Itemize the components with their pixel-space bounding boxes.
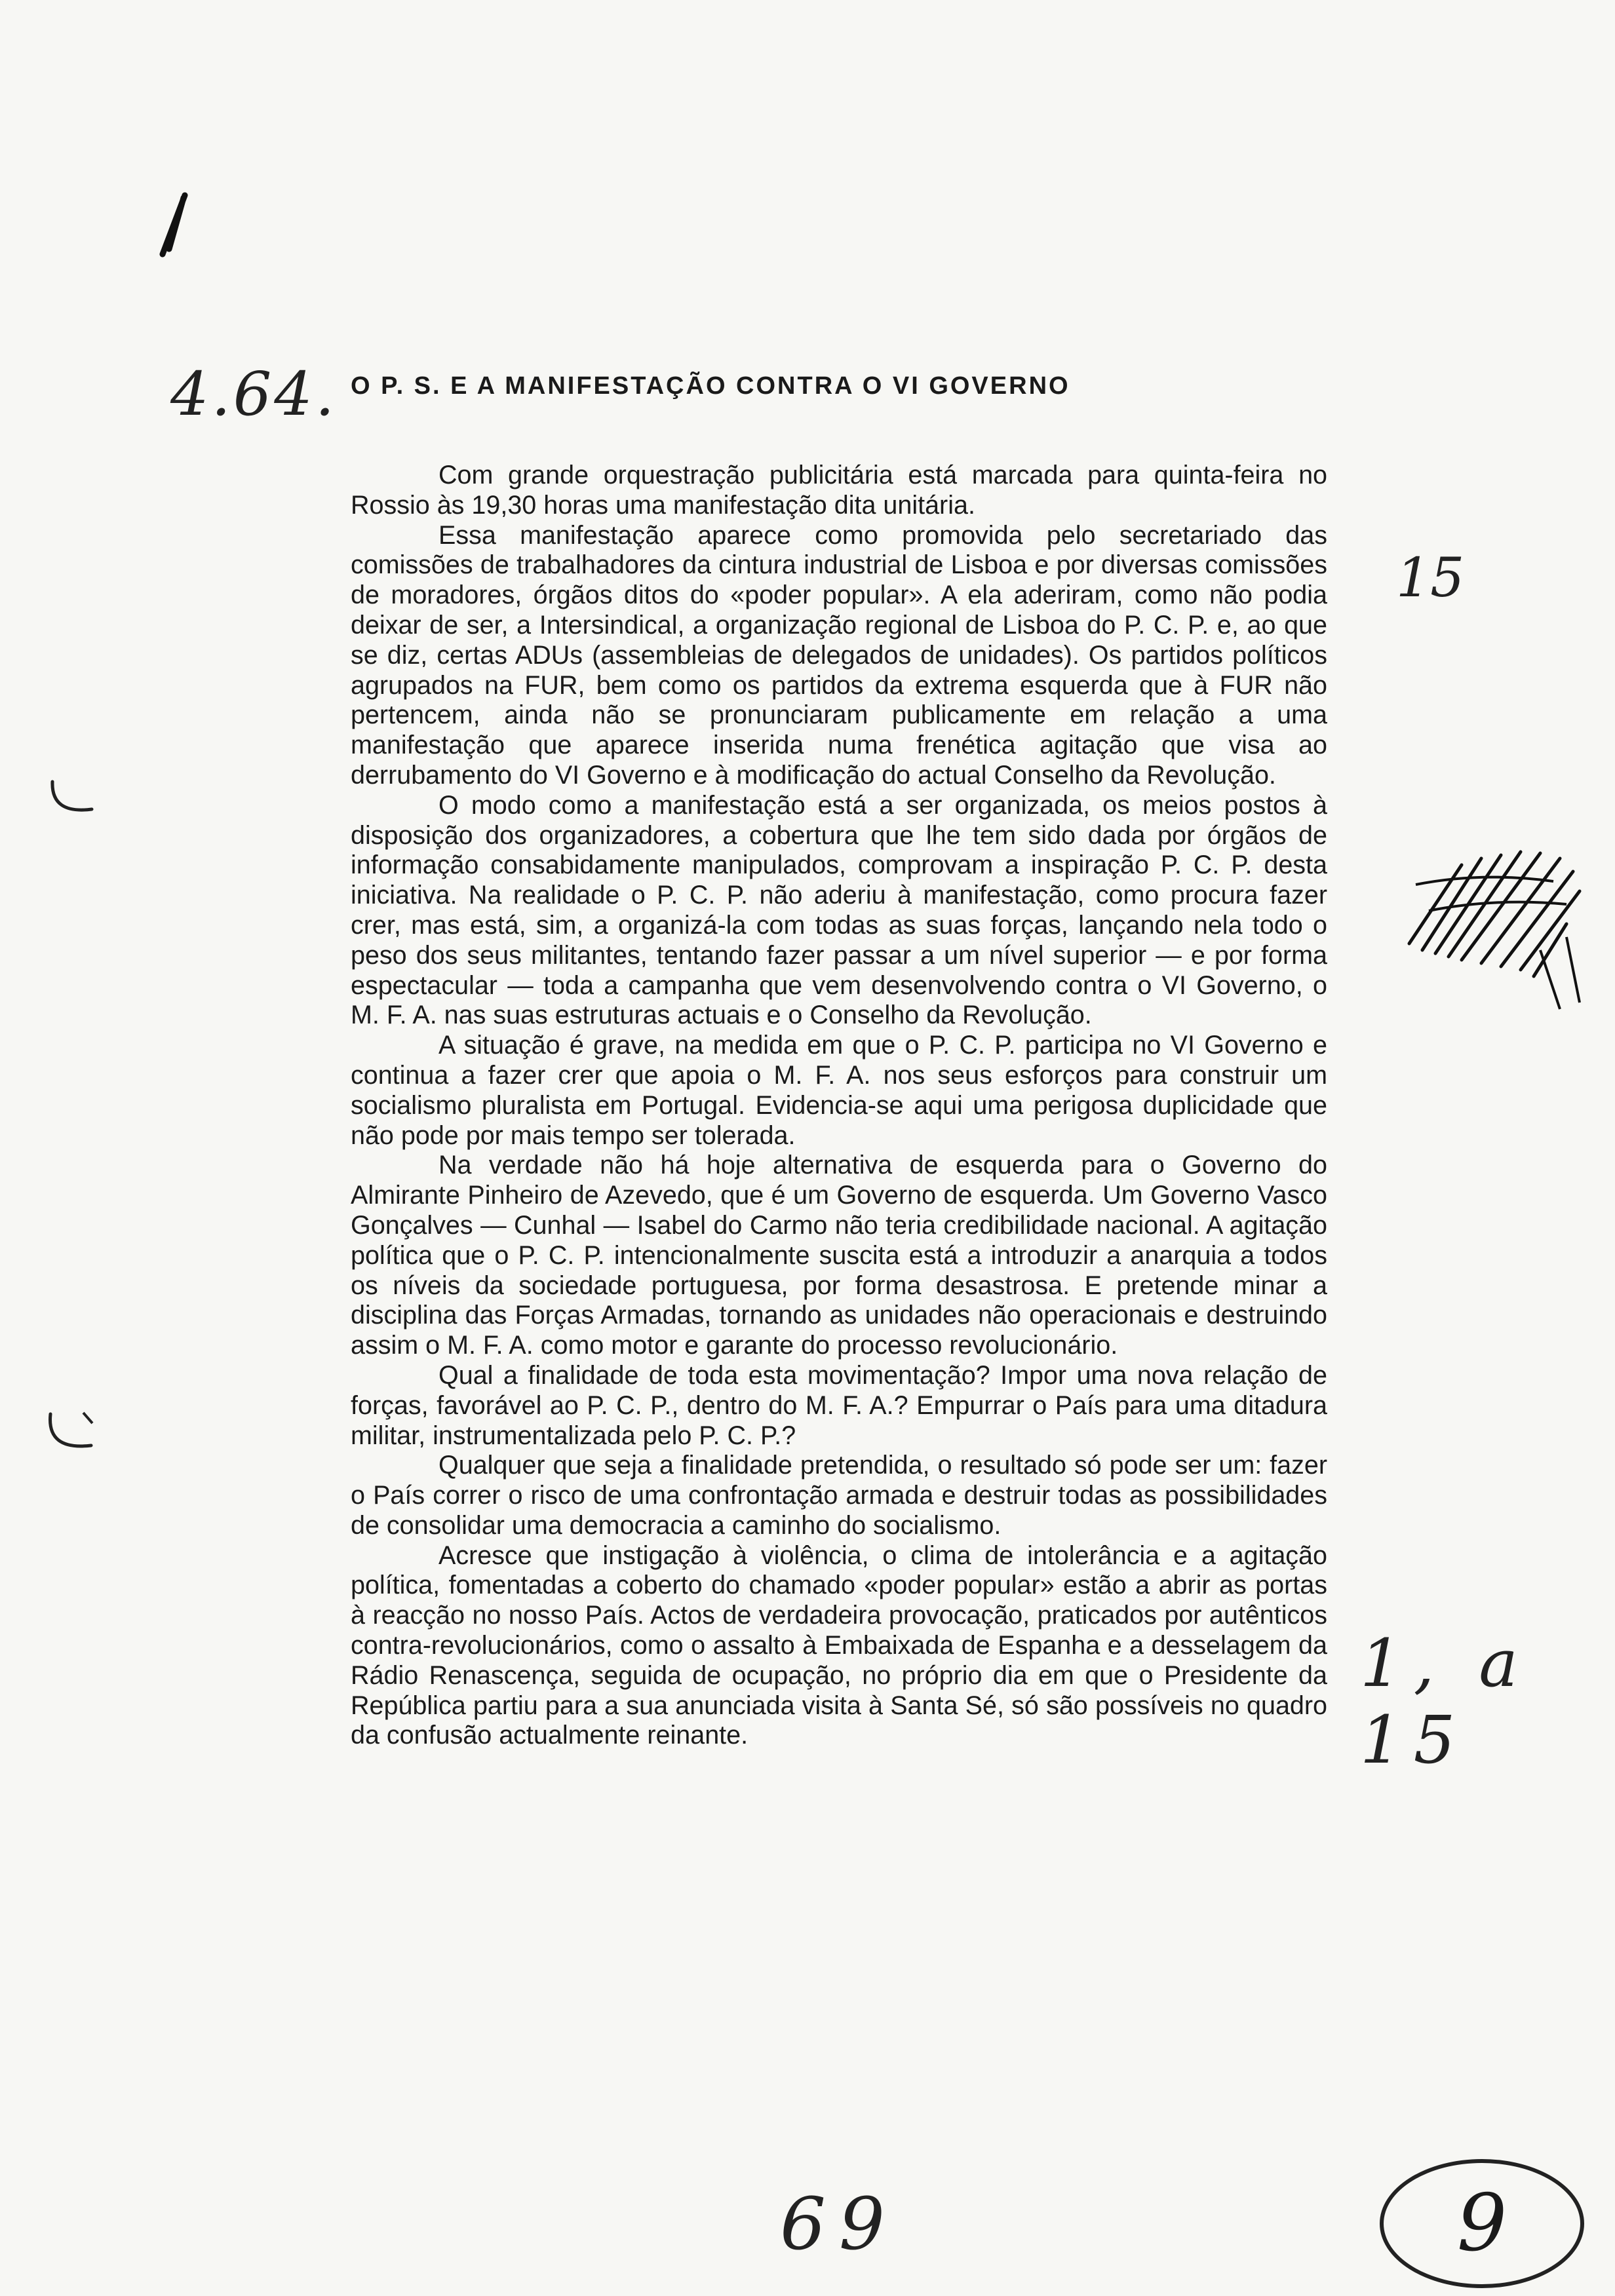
handwritten-page-number: 69: [780, 2182, 898, 2266]
paragraph: Qual a finalidade de toda esta movimentação? Impor uma nova relação de forças, favorável ao P. C. P., dentro do M. F. A.? Empurrar o País para uma ditadura militar, instrumentalizada pelo P. C. P.?: [351, 1360, 1327, 1450]
scribble-mark: [1403, 845, 1599, 1016]
paragraph: Com grande orquestração publicitária está marcada para quinta-feira no Rossio às 19,30 horas uma manifestação dita unitária.: [351, 461, 1327, 520]
margin-bracket-mark: [43, 1409, 102, 1461]
handwritten-reference-number: 4.64.: [170, 359, 338, 429]
paragraph: O modo como a manifestação está a ser organizada, os meios postos à disposição dos organizadores, a cobertura que lhe tem sido dada por órgãos de informação consabidamente manipulados, comprovam a inspiração P. C. P. desta iniciativa. Na realidade o P. C. P. não aderiu à manifestação, como procura fazer crer, mas está, sim, a organizá-la com todas as suas forças, lançando nela todo o peso dos seus militantes, tentando fazer passar a um nível superior — e por forma espectacular — toda a campanha que vem desenvolvendo contra o VI Governo, o M. F. A. nas suas estruturas actuais e o Conselho da Revolução.: [351, 790, 1327, 1030]
handwritten-margin-note: 15: [1396, 547, 1465, 609]
pen-tick-mark: [151, 190, 197, 262]
handwritten-margin-range: 1, a 15: [1360, 1625, 1530, 1778]
paragraph: Essa manifestação aparece como promovida pelo secretariado das comissões de trabalhadores da cintura industrial de Lisboa e por diversas comissões de moradores, órgãos ditos do «poder popular». A ela aderiram, como não podia deixar de ser, a Intersindical, a organização regional de Lisboa do P. C. P. e, ao que se diz, certas ADUs (assembleias de delegados de unidades). Os partidos políticos agrupados na FUR, bem como os partidos da extrema esquerda que à FUR não pertencem, ainda não se pronunciaram publicamente em relação a uma manifestação que aparece inserida numa frenética agitação que visa ao derrubamento do VI Governo e à modificação do actual Conselho da Revolução.: [351, 520, 1327, 790]
paragraph: A situação é grave, na medida em que o P. C. P. participa no VI Governo e continua a fazer crer que apoia o M. F. A. nos seus esforços para construir um socialismo pluralista em Portugal. Evidencia-se aqui uma perigosa duplicidade que não pode por mais tempo ser tolerada.: [351, 1031, 1327, 1150]
paragraph: Qualquer que seja a finalidade pretendida, o resultado só pode ser um: fazer o País correr o risco de uma confrontação armada e destruir todas as possibilidades de consolidar uma democracia a caminho do socialismo.: [351, 1451, 1327, 1540]
document-title: O P. S. E A MANIFESTAÇÃO CONTRA O VI GOVERNO: [351, 372, 1070, 400]
paragraph: Na verdade não há hoje alternativa de esquerda para o Governo do Almirante Pinheiro de Azevedo, que é um Governo de esquerda. Um Governo Vasco Gonçalves — Cunhal — Isabel do Carmo não teria credibilidade nacional. A agitação política que o P. C. P. intencionalmente suscita está a introduzir a anarquia a todos os níveis da sociedade portuguesa, por forma desastrosa. E pretende minar a disciplina das Forças Armadas, tornando as unidades não operacionais e destruindo assim o M. F. A. como motor e garante do processo revolucionário.: [351, 1151, 1327, 1360]
circled-number: 9: [1380, 2159, 1584, 2288]
document-body: [351, 461, 1327, 1751]
margin-bracket-mark: [46, 776, 98, 822]
paragraph: Acresce que instigação à violência, o clima de intolerância e a agitação política, fomentadas a coberto do chamado «poder popular» estão a abrir as portas à reacção no nosso País. Actos de verdadeira provocação, praticados por autênticos contra-revolucionários, como o assalto à Embaixada de Espanha e a desselagem da Rádio Renascença, seguida de ocupação, no próprio dia em que o Presidente da República partiu para a sua anunciada visita à Santa Sé, só são possíveis no quadro da confusão actualmente reinante.: [351, 1540, 1327, 1750]
